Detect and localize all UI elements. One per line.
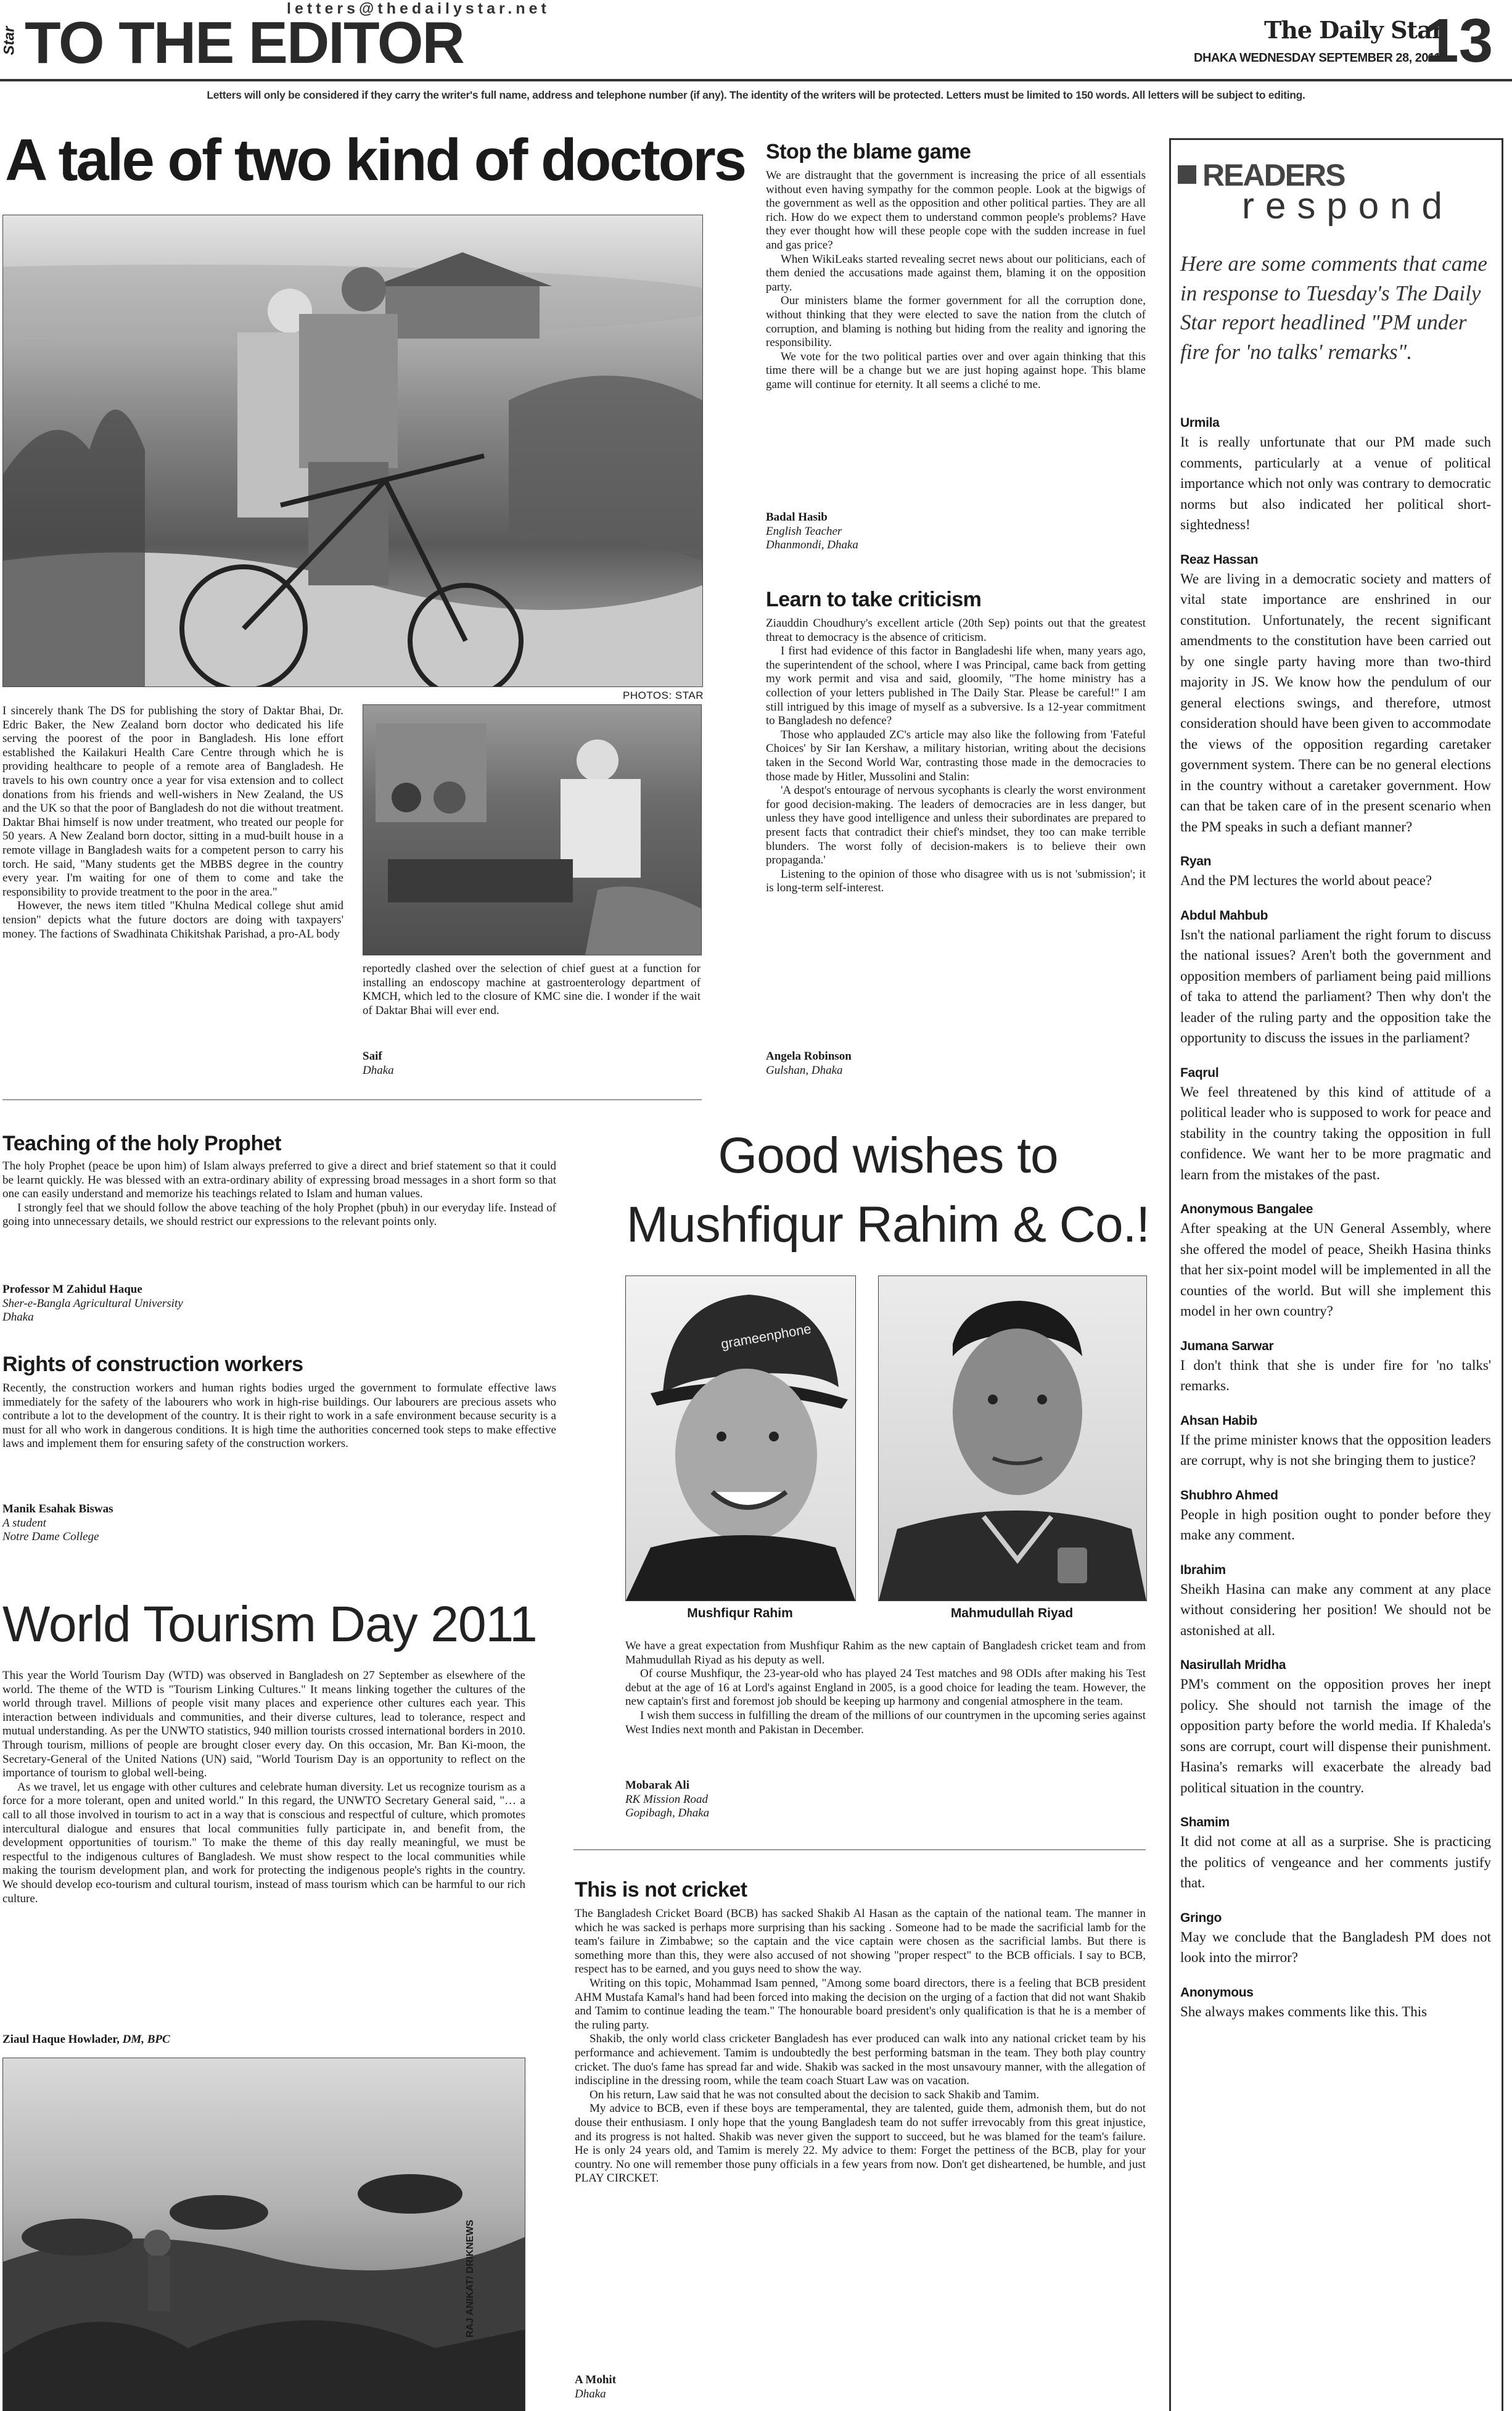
goodwishes-headline-line2: Mushfiqur Rahim & Co.! — [626, 1197, 1150, 1253]
construction-para-1: Recently, the construction workers and human rights bodies urged the government to formulate effective laws immediately for the safety of the labourers who work in high-rise buildings. Our labourers are precious assets who contribute a lot to the development of the country. It is their right to work in a safe environment because security is a must for all who work in dangerous conditions. It is high time the authorities concerned took steps to make effective laws and implement them for ensuring safety of the construction workers. — [2, 1382, 556, 1451]
goodwishes-line-2: Gopibagh, Dhaka — [625, 1807, 710, 1820]
doctors-para-1: I sincerely thank The DS for publishing the story of Daktar Bhai, Dr. Edric Baker, the New Zealand born doctor who dedicated his life serving the poorest of the poor in Bangladesh. His lone effort established the Kailakuri Health Care Centre through which he is providing healthcare to people of a remote area of Bangladesh. He travels to his own country once a year for visa extension and to collect donations from his friends and well-wishers in New Zealand, the US and the UK so that the poor of Bangladesh do not die without treatment. Daktar Bhai himself is now under treatment, who treated our people for 50 years. A New Zealand born doctor, sitting in a mud-built house in a remote village in Bangladesh waits for a competent person to carry his torch. He said, "Many students get the MBBS degree in the country every year. I'm waiting for one of them to come and take the responsibility to provide treatment to the poor in the area." — [2, 704, 343, 899]
comment-text: She always makes comments like this. This — [1180, 2003, 1428, 2019]
comment-text: May we conclude that the Bangladesh PM does not look into the mirror? — [1180, 1929, 1491, 1965]
comment-name: Reaz Hassan — [1180, 552, 1259, 567]
comment-shamim — [1180, 1814, 1491, 1894]
mushfiqur-photo — [625, 1276, 856, 1601]
comment-name: Shubhro Ahmed — [1180, 1488, 1278, 1502]
criticism-para-5: Listening to the opinion of those who disagree with us is not 'submission'; it is long-term self-interest. — [766, 867, 1146, 895]
readers-subtitle: respond — [1242, 185, 1453, 226]
criticism-para-4: 'A despot's entourage of nervous sycophants is clearly the worst environment for good decision-making. The leaders of democracies are in less danger, but unless they have good intelligence and unless their subordinates are prepared to present facts that contradict their chief's mindset, they too can make terrible blunders. The worst folly of decision-makers is to believe their own propaganda.' — [766, 784, 1146, 867]
comment-name: Ryan — [1180, 854, 1212, 868]
goodwishes-line-1: RK Mission Road — [625, 1792, 709, 1806]
tourism-para-2: As we travel, let us engage with other cultures and celebrate human diversity. Let us recognize tourism as a force for a more tolerant, open and united world." In this regard, the UNWTO Secretary General said, "… a call to all those involved in tourism to act in a way that is conscious and respectful of culture, which promotes intercultural dialogue and ensures that local communities fully participate in, and benefit from, the development opportunities of tourism." To make the theme of this day really meaningful, we must be respectful to the indigenous cultures of Bangladesh. We must show respect to the local communities while making the tourism development plan, and work for protecting the indigenous people's rights in the country. We should develop eco-tourism and cultural tourism, instead of mass tourism which can be harmful to our rich culture. — [2, 1780, 525, 1905]
goodwishes-body — [625, 1639, 1146, 1737]
comment-name: Ahsan Habib — [1180, 1413, 1258, 1428]
comment-text: We feel threatened by this kind of attitude of a political leader who is supposed to work for peace and stability in the country taking the opposition in full confidence. We want her to be more pragmatic and learn from the mistakes of the past. — [1180, 1084, 1491, 1182]
comment-text: And the PM lectures the world about peace? — [1180, 873, 1432, 888]
blame-author: Badal Hasib — [766, 511, 828, 524]
criticism-para-3: Those who applauded ZC's article may also like the following from 'Fateful Choices' by Sir Ian Kershaw, a military historian, writing about the decisions taken in the Second World War, contrasting those made in the democracies to those made by Hitler, Mussolini and Stalin: — [766, 728, 1146, 783]
goodwishes-signature — [625, 1779, 709, 1821]
comment-name: Ibrahim — [1180, 1562, 1226, 1577]
section-title: TO THE EDITOR — [25, 10, 464, 76]
comment-name: Faqrul — [1180, 1065, 1219, 1080]
goodwishes-author: Mobarak Ali — [625, 1779, 689, 1792]
goodwishes-para-3: I wish them success in fulfilling the dream of the millions of our countrymen in the upcoming series against West Indies next month and Pakistan in December. — [625, 1708, 1146, 1736]
doctors-signature — [363, 1050, 701, 1078]
prophet-headline: Teaching of the holy Prophet — [2, 1132, 281, 1155]
cricket-author: A Mohit — [575, 2373, 617, 2386]
construction-headline: Rights of construction workers — [2, 1353, 303, 1376]
goodwishes-para-1: We have a great expectation from Mushfiqur Rahim as the new captain of Bangladesh cricket team and from Mahmudullah Riyad as his deputy as well. — [625, 1639, 1146, 1667]
doctors-photo-credit: PHOTOS: STAR — [623, 690, 704, 701]
doctors-col2 — [363, 962, 701, 1018]
cricket-signature — [575, 2373, 616, 2401]
cricket-body — [575, 1907, 1146, 2186]
comment-text: Sheikh Hasina can make any comment at any place without considering her position! We should not be astonished at all. — [1180, 1581, 1491, 1638]
readers-comments — [1180, 414, 1491, 2038]
cricket-para-3: Shakib, the only world class cricketer Bangladesh has ever produced can walk into any national cricket team by his performance and achievement. Tamim is undoubtedly the best performing batsman in the team. They both play country cricket. The duo's fame has spread far and wide. Shakib was sacked in the most unsavoury manner, with the allegation of indiscipline in the dressing room, while the team coach Stuart Law was on vacation. — [575, 2032, 1146, 2088]
prophet-body — [2, 1160, 556, 1229]
comment-gringo — [1180, 1910, 1491, 1968]
tourism-photo-credit: RAJ ANIKAT/ DRIKNEWS — [465, 2219, 475, 2338]
doctors-bottom-rule — [2, 1099, 702, 1100]
doctors-location: Dhaka — [363, 1063, 394, 1077]
comment-reaz-hassan — [1180, 551, 1491, 838]
construction-line-2: Notre Dame College — [2, 1530, 99, 1544]
tourism-author-suffix: DM, BPC — [122, 2033, 170, 2046]
blame-para-4: We vote for the two political parties over and over again thinking that this time there will be a change but we are just hoping against hope. This blame game will continue for eternity. It all seems a cliché to me. — [766, 350, 1146, 391]
comment-text: After speaking at the UN General Assembly, where she offered the model of peace, Sheikh Hasina thinks that her six-point model will be implemented in all the counties of the world. But will she implement this model in her own country? — [1180, 1221, 1491, 1319]
comment-name: Abdul Mahbub — [1180, 908, 1268, 923]
construction-author: Manik Esahak Biswas — [2, 1502, 113, 1515]
comment-ryan — [1180, 853, 1491, 891]
comment-text: It did not come at all as a surprise. She is practicing the politics of vengeance and her comments justify that. — [1180, 1834, 1491, 1890]
doctors-headline: A tale of two kind of doctors — [5, 127, 746, 193]
readers-title: READERS — [1202, 158, 1345, 192]
cricket-para-5: My advice to BCB, even if these boys are temperamental, they are talented, guide them, admonish them, but do not douse their enthusiasm. I only hope that the young Bangladesh team do not suffer irrevocably from this great injustice, and its progress is not halted. Shakib was never given the support to succeed, but he was blamed for the team's failure. He is only 24 years old, and Tamim is merely 22. My advice to them: Forget the pettiness of the BCB, play for your country. No one will remember those puny officials in a few years from now. Don't get disheartened, be humble, and just PLAY CIRCKET. — [575, 2102, 1146, 2185]
blame-para-3: Our ministers blame the former government for all the corruption done, without thinking that they were elected to save the nation from the clutch of corruption, and blaming is nothing but hiding from the reality and ignoring the responsibility. — [766, 294, 1146, 350]
construction-signature — [2, 1502, 113, 1544]
mahmudullah-photo — [878, 1276, 1147, 1601]
letters-email[interactable]: letters@thedailystar.net — [287, 0, 550, 17]
cricket-para-2: Writing on this topic, Mohammad Isam penned, "Among some board directors, there is a feeling that BCB president AHM Mustafa Kamal's hand had been forced into making the decision on the urging of a faction that did not want Shakib and Tamim to continue leading the team." The honourable board president's only qualification is that he is a member of the ruling party. — [575, 1976, 1146, 2032]
blame-line-2: Dhanmondi, Dhaka — [766, 538, 858, 552]
construction-line-1: A student — [2, 1516, 46, 1530]
comment-name: Urmila — [1180, 416, 1220, 430]
cricket-para-1: The Bangladesh Cricket Board (BCB) has sacked Shakib Al Hasan as the captain of the national team. The manner in which he was sacked is perhaps more surprising than his sacking . Someone had to be made the sacrificial lamb for the team's failure in Zimbabwe; so the captain and the vice captain were chosen as the sacrificial lambs. But there is something more than this, they were also accused of not showing "proper respect" to the BCB officials. I say to BCB, respect has to be earned, and you guys need to show the way. — [575, 1907, 1146, 1976]
comment-ahsan-habib — [1180, 1412, 1491, 1471]
prophet-para-2: I strongly feel that we should follow the above teaching of the holy Prophet (pbuh) in our everyday life. Instead of going into unnecessary details, we should restrict our expressions to the relevant points only. — [2, 1201, 556, 1229]
comment-anonymous-bangalee — [1180, 1201, 1491, 1322]
comment-shubhro-ahmed — [1180, 1487, 1491, 1546]
criticism-body — [766, 617, 1146, 896]
comment-jumana-sarwar — [1180, 1338, 1491, 1396]
tourism-para-1: This year the World Tourism Day (WTD) was observed in Bangladesh on 27 September as elsewhere of the world. The theme of the WTD is "Tourism Linking Cultures." It means linking together the cultures of the world through travel. Millions of people visit many places and experience other cultures each year. This interaction between individuals and communities, and their diverse cultures, lead to tolerance, respect and mutual understanding. As per the UNWTO statistics, 940 million tourists crossed international borders in 2010. Through tourism, millions of people are brought closer every day. On this occasion, Mr. Ban Ki-moon, the Secretary-General of the United Nations (UN) said, "World Tourism Day is an opportunity to reflect on the importance of tourism to global well-being. — [2, 1669, 525, 1780]
criticism-line-1: Gulshan, Dhaka — [766, 1063, 843, 1077]
doctors-para-2: However, the news item titled "Khulna Medical college shut amid tension" depicts what the future doctors are doing with taxpayers' money. The factions of Swadhinata Chikitshak Parishad, a pro-AL body — [2, 899, 343, 941]
tourism-signature — [2, 2033, 170, 2047]
comment-text: I don't think that she is under fire for 'no talks' remarks. — [1180, 1357, 1491, 1393]
cricket-line-1: Dhaka — [575, 2387, 606, 2401]
prophet-para-1: The holy Prophet (peace be upon him) of Islam always preferred to give a direct and brief statement so that it could be learnt quickly. He was blessed with an extra-ordinary ability of expressing broad messages in a short form so that one can easily understand and memorize his teachings related to Islam and human values. — [2, 1160, 556, 1201]
comment-ibrahim — [1180, 1562, 1491, 1641]
doctor-bicycle-photo — [2, 215, 703, 687]
prophet-author: Professor M Zahidul Haque — [2, 1283, 142, 1296]
comment-name: Shamim — [1180, 1815, 1230, 1829]
tourism-headline: World Tourism Day 2011 — [2, 1596, 537, 1652]
criticism-author: Angela Robinson — [766, 1050, 852, 1063]
prophet-line-1: Sher-e-Bangla Agricultural University — [2, 1296, 183, 1310]
readers-intro: Here are some comments that came in response to Tuesday's The Daily Star report headlined "PM under fire for 'no talks' remarks". — [1180, 252, 1487, 364]
dateline: DHAKA WEDNESDAY SEPTEMBER 28, 2011 — [1194, 51, 1441, 65]
prophet-line-2: Dhaka — [2, 1311, 34, 1324]
blame-signature — [766, 511, 858, 553]
comment-urmila — [1180, 414, 1491, 535]
tourism-body — [2, 1669, 525, 1906]
blame-para-2: When WikiLeaks started revealing secret news about our politicians, each of them denied the accusations made against them, blaming it on the opposition party. — [766, 252, 1146, 294]
comment-name: Gringo — [1180, 1910, 1222, 1925]
cricket-para-4: On his return, Law said that he was not consulted about the decision to sack Shakib and Tamim. — [590, 2088, 1040, 2101]
comment-text: If the prime minister knows that the opposition leaders are corrupt, why is not she bringing them to justice? — [1180, 1432, 1491, 1468]
comment-name: Anonymous — [1180, 1985, 1254, 2000]
policy-note: Letters will only be considered if they carry the writer's full name, address and telephone number (if any). The identity of the writers will be protected. Letters must be limited to 150 words. All letters will be subject to editing. — [207, 89, 1305, 101]
criticism-headline: Learn to take criticism — [766, 588, 982, 611]
comment-name: Nasirullah Mridha — [1180, 1658, 1286, 1672]
goodwishes-headline-line1: Good wishes to — [718, 1127, 1058, 1184]
cricket-headline: This is not cricket — [575, 1878, 747, 1902]
comment-nasirullah-mridha — [1180, 1657, 1491, 1798]
comment-text: We are living in a democratic society and matters of vital state importance are enshrined in our constitution. Unfortunately, the recent significant amendments to the constitution have been carried out by one single party having more than two-third majority in JS. We know how the pendulum of our general elections swings, and therefore, utmost consideration should have been given to accommodate the views of the opposition regarding caretaker government system. There can be no general elections in the country without a caretaker government. How can that be taken care of in the present scenario when the PM speaks in such a defiant manner? — [1180, 571, 1491, 835]
doctors-para-3: reportedly clashed over the selection of chief guest at a function for installing an endoscopy machine at gastroenterology department of KMCH, which led to the closure of KMC sine die. I wonder if the wait of Daktar Bhai will ever end. — [363, 962, 701, 1017]
cap-logo: grameenphone — [720, 1321, 813, 1352]
blame-headline: Stop the blame game — [766, 140, 971, 163]
criticism-para-1: Ziauddin Choudhury's excellent article (20th Sep) points out that the greatest threat to democracy is the absence of criticism. — [766, 617, 1146, 644]
comment-name: Jumana Sarwar — [1180, 1338, 1274, 1353]
comment-text: PM's comment on the opposition proves her inept policy. She should not tarnish the image of the opposition party before the world media. If Khaleda's sons are corrupt, court will dispense their punishment. Hasina's remarks will exacerbate the already bad political situation in the country. — [1180, 1676, 1491, 1795]
caption-mushfiqur: Mushfiqur Rahim — [687, 1606, 793, 1620]
goodwishes-headline — [610, 1121, 1165, 1259]
comment-name: Anonymous Bangalee — [1180, 1202, 1313, 1216]
caption-mahmudullah: Mahmudullah Riyad — [950, 1606, 1074, 1620]
goodwishes-bottom-rule — [573, 1849, 1146, 1850]
doctor-clinic-photo — [363, 704, 702, 955]
prophet-signature — [2, 1283, 183, 1325]
tourism-author: Ziaul Haque Howlader, — [2, 2033, 120, 2046]
comment-faqrul — [1180, 1065, 1491, 1185]
criticism-para-2: I first had evidence of this factor in Bangladeshi life when, many years ago, the superintendent of the school, where I was Principal, came back from getting my work permit and visa and said, gloomily, "The home ministry has a collection of your letters published in The Daily Star. Please be careful!" I am still intrigued by this image of myself as a subversive. Is a 12-year commitment to Bangladesh no defence? — [766, 645, 1146, 728]
doctors-col1 — [2, 704, 343, 941]
masthead-rule — [0, 79, 1512, 81]
blame-body — [766, 169, 1146, 392]
tourism-photo — [2, 2058, 525, 2411]
comment-abdul-mahbub — [1180, 907, 1491, 1049]
doctors-author: Saif — [363, 1050, 382, 1063]
comment-anonymous — [1180, 1984, 1491, 2022]
readers-square-icon — [1178, 165, 1196, 184]
goodwishes-para-2: Of course Mushfiqur, the 23-year-old who has played 24 Test matches and 98 ODIs after making his Test debut at the age of 16 at Lord's against England in 2005, is a good choice for leading the team. However, the new captain's first and foremost job should be keeping up harmony and congenial atmosphere in the team. — [625, 1667, 1146, 1708]
paper-logo: The Daily Star — [1264, 16, 1444, 44]
comment-text: Isn't the national parliament the right forum to discuss the national issues? Aren't both the government and opposition members of parliament being paid millions of taka to attend the parliament? Then why don't the leader of the ruling party and the opposition take the opportunity to discuss the issues in the parliament? — [1180, 926, 1491, 1045]
comment-text: People in high position ought to ponder before they make any comment. — [1180, 1506, 1491, 1543]
construction-body — [2, 1382, 556, 1451]
page-number: 13 — [1424, 6, 1494, 75]
star-side-logo: Star — [1, 26, 18, 56]
blame-line-1: English Teacher — [766, 524, 842, 538]
blame-para-1: We are distraught that the government is increasing the price of all essentials without even having sympathy for the common people. Look at the bigwigs of the government as well as the opposition and other political parties. They are all rich. How do we expect them to understand common people's problems? Have they ever thought how will these people cope with the sudden increase in fuel and gas price? — [766, 169, 1146, 252]
criticism-signature — [766, 1050, 852, 1078]
comment-text: It is really unfortunate that our PM made such comments, particularly at a venue of political importance which not only was contrary to democratic norms but also indicated her political short-sightedness! — [1180, 434, 1491, 532]
